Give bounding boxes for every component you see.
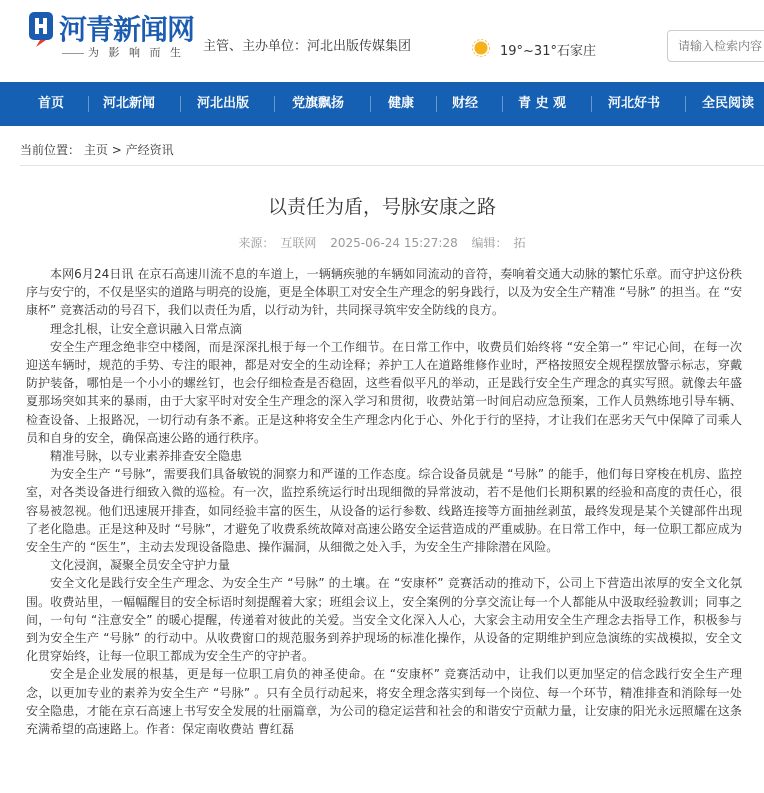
- article-title: 以责任为盾，号脉安康之路: [267, 196, 496, 218]
- nav-separator: [180, 96, 181, 112]
- logo-slogan: 为 影 响 而 生: [62, 44, 184, 60]
- editor-field: [472, 236, 526, 250]
- breadcrumb-label: 当前位置：: [20, 143, 81, 157]
- breadcrumb-section-link[interactable]: 产经资讯: [125, 143, 174, 157]
- article-paragraph: 安全生产理念绝非空中楼阁，而是深深扎根于每一个工作细节。在日常工作中，收费员们始终将 “安全第一” 牢记心间，在每一次迎送车辆时，规范的手势、专注的眼神，都是对安全的生动诠释；养护工人在道路维修作业时，严格按照安全规程摆放警示标志，穿戴防护装备，哪怕是一个小小的螺丝钉，也会仔细检查是否稳固，这些看似平凡的举动，正是践行安全生产理念的真实写照。就像去年盛夏那场突如其来的暴雨，由于大家平时对安全生产理念的深入学习和贯彻，收费站第一时间启动应急预案，工作人员熟练地引导车辆、检查设备、上报路况，一切行动有条不紊。正是这种将安全生产理念内化于心、外化于行的坚持，才让我们在恶劣天气中保障了司乘人员和自身的安全，确保高速公路的通行秩序。: [26, 339, 742, 445]
- nav-item-hebei-publishing[interactable]: 河北出版: [197, 96, 250, 111]
- nav-separator: [88, 96, 89, 112]
- source-field: [238, 236, 316, 250]
- article-body: [26, 265, 742, 738]
- breadcrumb-divider: [20, 165, 764, 166]
- nav-item-good-books[interactable]: 河北好书: [608, 96, 661, 111]
- source-value: 互联网: [280, 236, 317, 250]
- main-nav: [0, 82, 764, 126]
- logo-text: 河青新闻网: [59, 13, 195, 46]
- nav-item-reading[interactable]: 全民阅读: [702, 96, 755, 111]
- breadcrumb: [20, 141, 174, 158]
- publish-date: 2025-06-24 15:27:28: [330, 236, 458, 250]
- article-paragraph: 安全文化是践行安全生产理念、为安全生产 “号脉” 的土壤。在 “安康杯” 竞赛活动的推动下，公司上下营造出浓厚的安全文化氛围。收费站里，一幅幅醒目的安全标语时刻提醒着大家；班组会议上，安全案例的分享交流让每一个人都能从中汲取经验教训；同事之间，一句句 “注意安全” 的暖心提醒，传递着对彼此的关爱。当安全文化深入人心，大家会主动用安全生产理念去指导工作，积极参与到为安全生产 “号脉” 的行动中。从收费窗口的规范服务到养护现场的标准化操作，从设备的定期维护到应急演练的实战模拟，安全文化贯穿始终，让每一位职工都成为安全生产的守护者。: [26, 576, 742, 664]
- editor-label: 编辑：: [471, 236, 508, 250]
- search-input[interactable]: [667, 30, 764, 62]
- sun-icon: [472, 39, 490, 57]
- breadcrumb-home-link[interactable]: 主页: [83, 143, 108, 157]
- nav-separator: [274, 96, 275, 112]
- nav-separator: [370, 96, 371, 112]
- article-paragraph: 本网6月24日讯 在京石高速川流不息的车道上，一辆辆疾驰的车辆如同流动的音符，奏响着交通大动脉的繁忙乐章。而守护这份秩序与安宁的，不仅是坚实的道路与明亮的设施，更是全体职工对安全生产理念的躬身践行，以及为安全生产精准 “号脉” 的担当。在 “安康杯” 竞赛活动的号召下，我们以责任为盾，以行动为针，共同探寻筑牢安全防线的良方。: [26, 267, 742, 318]
- section-heading: 精准号脉，以专业素养排查安全隐患: [50, 449, 243, 464]
- article-paragraph: 安全是企业发展的根基，更是每一位职工肩负的神圣使命。在 “安康杯” 竞赛活动中，让我们以更加坚定的信念践行安全生产理念，以更加专业的素养为安全生产 “号脉” 。只有全员行动起来，将安全理念落实到每一个岗位、每一个环节，精准排查和消除每一处安全隐患，才能在京石高速上书写安全发展的壮丽篇章，为公司的稳定运营和社会的和谐安宁贡献力量，让安康的阳光永远照耀在这条充满希望的高速路上。作者：保定南收费站 曹红磊: [26, 667, 742, 737]
- nav-separator: [685, 96, 686, 112]
- site-header: [0, 0, 764, 82]
- editor-value: 拓: [513, 236, 526, 250]
- nav-item-home[interactable]: 首页: [38, 96, 65, 111]
- logo-mark-icon: [26, 10, 56, 48]
- nav-separator: [502, 96, 503, 112]
- article-paragraph: 为安全生产 “号脉”，需要我们具备敏锐的洞察力和严谨的工作态度。综合设备员就是 “号脉” 的能手，他们每日穿梭在机房、监控室，对各类设备进行细致入微的巡检。有一次，监控系统运行时出现细微的异常波动，若不是他们长期积累的经验和高度的责任心，很容易被忽视。他们迅速展开排查，如同经验丰富的医生，从设备的运行参数、线路连接等方面抽丝剥茧，最终发现是某个关键部件出现了老化隐患。正是这种及时 “号脉”，才避免了收费系统故障对高速公路安全运营造成的严重威胁。在日常工作中，每一位职工都应成为安全生产的 “医生”，主动去发现设备隐患、操作漏洞，从细微之处入手，为安全生产排除潜在风险。: [26, 467, 742, 555]
- site-logo[interactable]: [26, 8, 196, 62]
- nav-separator: [591, 96, 592, 112]
- nav-item-finance[interactable]: 财经: [452, 96, 479, 111]
- nav-item-history[interactable]: 青 史 观: [518, 96, 567, 111]
- nav-separator: [436, 96, 437, 112]
- section-heading: 理念扎根，让安全意识融入日常点滴: [50, 321, 243, 336]
- weather-text: 19°~31°石家庄: [500, 44, 596, 59]
- host-organization: 主管、主办单位：河北出版传媒集团: [203, 39, 412, 54]
- section-heading: 文化浸润，凝聚全员安全守护力量: [50, 558, 231, 573]
- article-meta: [0, 234, 764, 251]
- nav-item-party-flag[interactable]: 党旗飘扬: [292, 96, 345, 111]
- source-label: 来源：: [238, 236, 275, 250]
- breadcrumb-separator: >: [111, 143, 122, 157]
- nav-item-health[interactable]: 健康: [388, 96, 415, 111]
- nav-item-hebei-news[interactable]: 河北新闻: [103, 96, 156, 111]
